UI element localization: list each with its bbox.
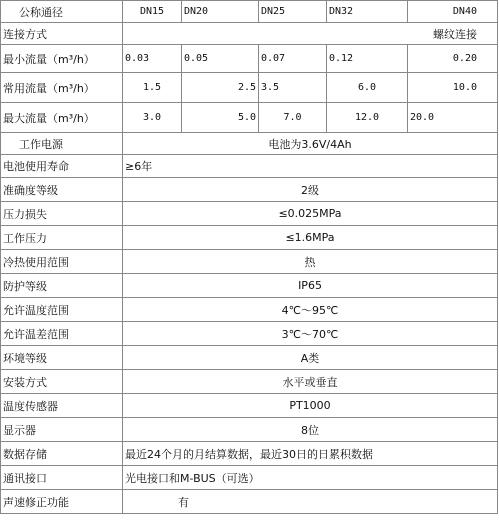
working-pressure-label: 工作压力 — [1, 226, 123, 250]
min-flow-dn40: 0.20 — [408, 45, 498, 73]
display-value: 8位 — [123, 418, 498, 442]
pressure-loss-label: 压力损失 — [1, 202, 123, 226]
size-dn15: DN15 — [123, 1, 182, 23]
max-flow-dn20: 5.0 — [182, 103, 259, 133]
sound-correction-row — [1, 490, 498, 514]
size-dn32: DN32 — [327, 1, 408, 23]
size-dn20: DN20 — [182, 1, 259, 23]
temp-range-row — [1, 298, 498, 322]
protection-row — [1, 274, 498, 298]
common-flow-dn20: 2.5 — [182, 73, 259, 103]
min-flow-dn15: 0.03 — [123, 45, 182, 73]
installation-row — [1, 370, 498, 394]
min-flow-dn25: 0.07 — [259, 45, 327, 73]
usage-range-row — [1, 250, 498, 274]
min-flow-row — [1, 45, 498, 73]
comm-interface-row — [1, 466, 498, 490]
display-row — [1, 418, 498, 442]
protection-value: IP65 — [123, 274, 498, 298]
working-pressure-value: ≤1.6MPa — [123, 226, 498, 250]
temp-range-value: 4℃～95℃ — [123, 298, 498, 322]
power-label: 工作电源 — [1, 133, 123, 155]
environment-label: 环境等级 — [1, 346, 123, 370]
min-flow-label: 最小流量（m³/h） — [1, 45, 123, 73]
max-flow-dn15: 3.0 — [123, 103, 182, 133]
common-flow-dn15: 1.5 — [123, 73, 182, 103]
comm-interface-label: 通讯接口 — [1, 466, 123, 490]
common-flow-dn32: 6.0 — [327, 73, 408, 103]
accuracy-row — [1, 178, 498, 202]
temp-diff-row — [1, 322, 498, 346]
common-flow-row — [1, 73, 498, 103]
display-label: 显示器 — [1, 418, 123, 442]
nominal-diameter-label: 公称通径 — [1, 1, 123, 23]
environment-row — [1, 346, 498, 370]
min-flow-dn20: 0.05 — [182, 45, 259, 73]
common-flow-dn40: 10.0 — [408, 73, 498, 103]
temp-sensor-value: PT1000 — [123, 394, 498, 418]
temp-sensor-label: 温度传感器 — [1, 394, 123, 418]
pressure-loss-row — [1, 202, 498, 226]
power-value: 电池为3.6V/4Ah — [123, 133, 498, 155]
installation-label: 安装方式 — [1, 370, 123, 394]
header-row — [1, 1, 498, 23]
usage-range-value: 热 — [123, 250, 498, 274]
temp-sensor-row — [1, 394, 498, 418]
common-flow-label: 常用流量（m³/h） — [1, 73, 123, 103]
battery-life-row — [1, 155, 498, 178]
connection-value: 螺纹连接 — [123, 23, 498, 45]
temp-diff-value: 3℃～70℃ — [123, 322, 498, 346]
connection-row — [1, 23, 498, 45]
size-dn40: DN40 — [408, 1, 498, 23]
temp-range-label: 允许温度范围 — [1, 298, 123, 322]
usage-range-label: 冷热使用范围 — [1, 250, 123, 274]
battery-life-label: 电池使用寿命 — [1, 155, 123, 178]
protection-label: 防护等级 — [1, 274, 123, 298]
environment-value: A类 — [123, 346, 498, 370]
max-flow-label: 最大流量（m³/h） — [1, 103, 123, 133]
battery-life-value: ≥6年 — [123, 155, 498, 178]
size-dn25: DN25 — [259, 1, 327, 23]
connection-label: 连接方式 — [1, 23, 123, 45]
max-flow-dn25: 7.0 — [259, 103, 327, 133]
working-pressure-row — [1, 226, 498, 250]
installation-value: 水平或垂直 — [123, 370, 498, 394]
pressure-loss-value: ≤0.025MPa — [123, 202, 498, 226]
accuracy-value: 2级 — [123, 178, 498, 202]
data-storage-value: 最近24个月的月结算数据，最近30日的日累积数据 — [123, 442, 498, 466]
sound-correction-label: 声速修正功能 — [1, 490, 123, 514]
max-flow-row — [1, 103, 498, 133]
data-storage-row — [1, 442, 498, 466]
accuracy-label: 准确度等级 — [1, 178, 123, 202]
common-flow-dn25: 3.5 — [259, 73, 327, 103]
comm-interface-value: 光电接口和M-BUS（可选） — [123, 466, 498, 490]
data-storage-label: 数据存储 — [1, 442, 123, 466]
min-flow-dn32: 0.12 — [327, 45, 408, 73]
sound-correction-value: 有 — [123, 490, 498, 514]
max-flow-dn40: 20.0 — [408, 103, 498, 133]
power-row — [1, 133, 498, 155]
temp-diff-label: 允许温差范围 — [1, 322, 123, 346]
max-flow-dn32: 12.0 — [327, 103, 408, 133]
